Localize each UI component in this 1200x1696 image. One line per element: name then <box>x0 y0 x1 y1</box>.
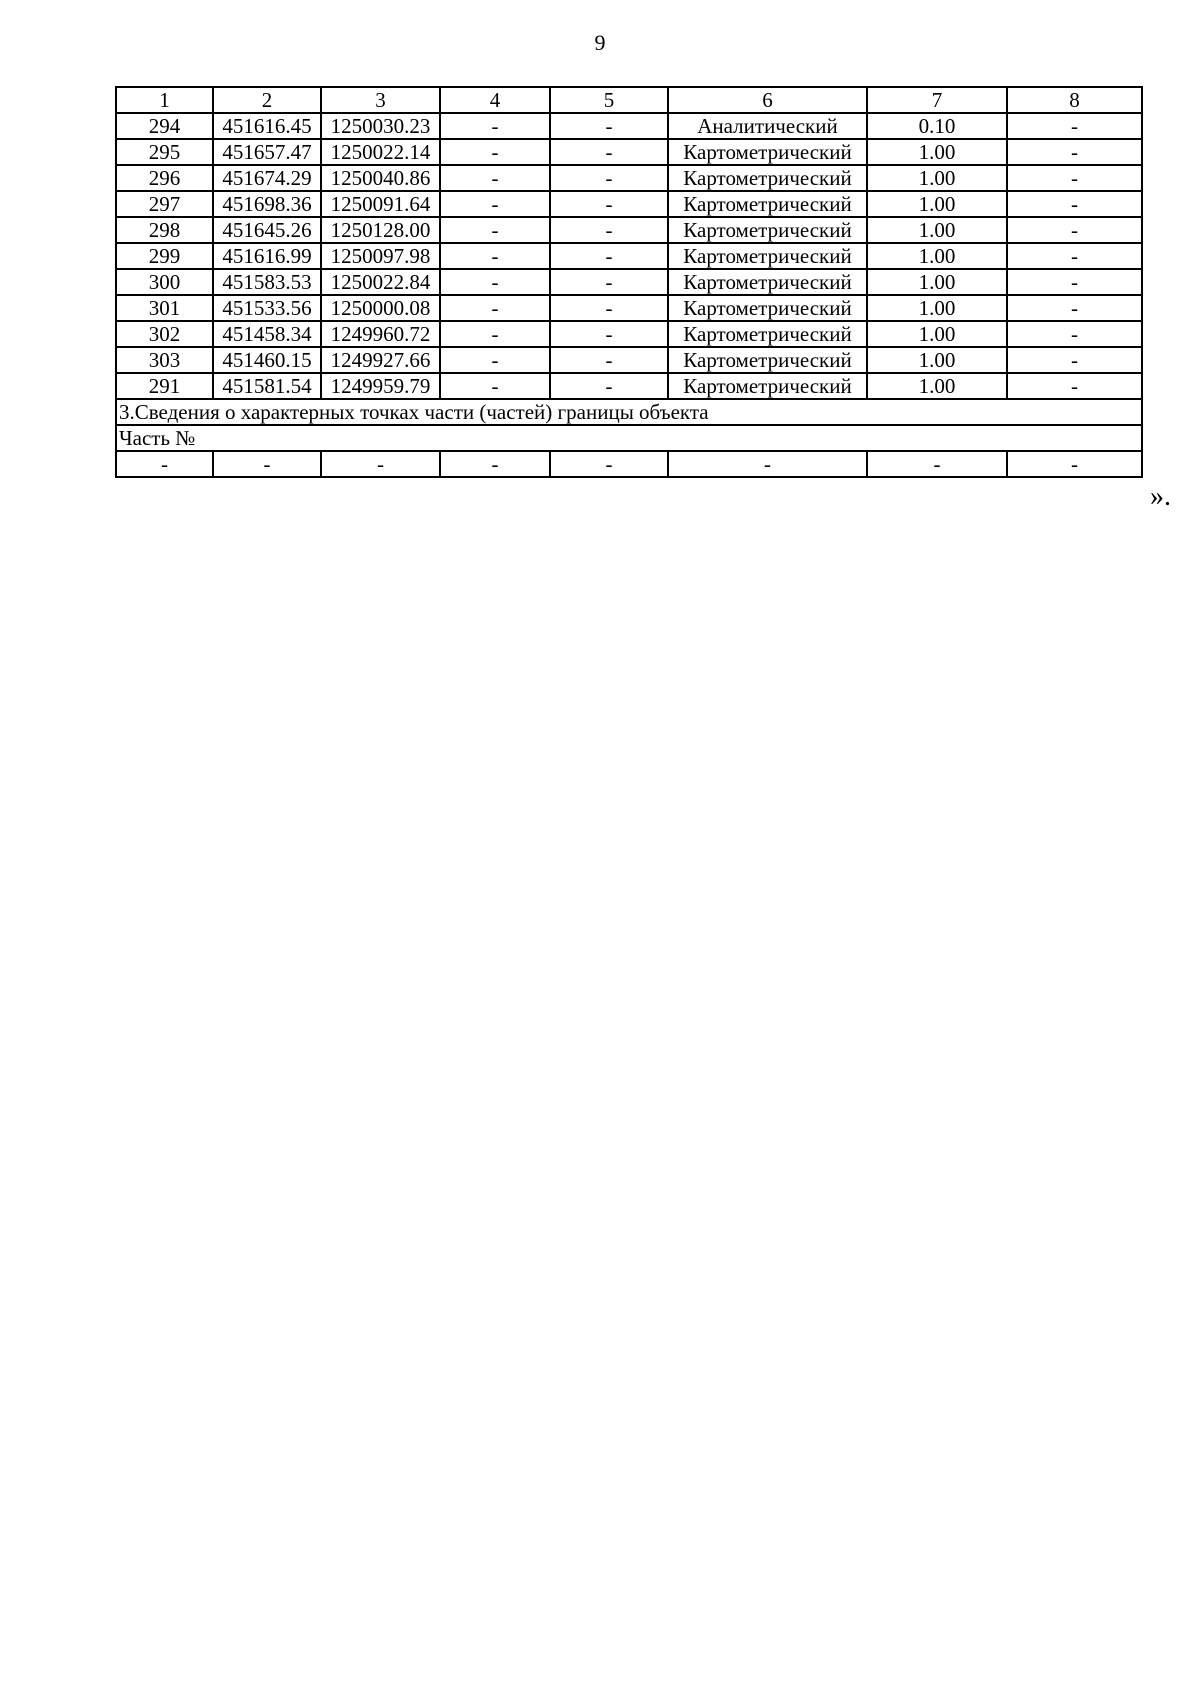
table-row <box>116 373 1142 399</box>
table-cell: 300 <box>116 269 213 295</box>
table-cell: - <box>668 451 867 477</box>
table-cell: 451583.53 <box>213 269 321 295</box>
table-cell: 451674.29 <box>213 165 321 191</box>
table-cell: 1249960.72 <box>321 321 440 347</box>
table-cell: Картометрический <box>668 347 867 373</box>
table-cell: - <box>440 451 550 477</box>
section-title: 3.Сведения о характерных точках части (частей) границы объекта <box>116 399 1142 425</box>
table-cell: - <box>440 269 550 295</box>
table-cell: 1.00 <box>867 243 1007 269</box>
table-cell: - <box>116 451 213 477</box>
header-cell: 4 <box>440 87 550 113</box>
table-cell: 1.00 <box>867 139 1007 165</box>
table-cell: - <box>1007 269 1142 295</box>
table-cell: - <box>550 321 668 347</box>
table-cell: - <box>1007 217 1142 243</box>
table-cell: - <box>440 113 550 139</box>
header-cell: 5 <box>550 87 668 113</box>
table-cell: 451533.56 <box>213 295 321 321</box>
header-cell: 6 <box>668 87 867 113</box>
table-cell: 451616.99 <box>213 243 321 269</box>
table-cell: 1.00 <box>867 217 1007 243</box>
table-cell: 1250040.86 <box>321 165 440 191</box>
table-cell: 1.00 <box>867 191 1007 217</box>
table-cell: 1249959.79 <box>321 373 440 399</box>
table-cell: 302 <box>116 321 213 347</box>
table-cell: 1250030.23 <box>321 113 440 139</box>
table-cell: 296 <box>116 165 213 191</box>
table-cell: - <box>550 451 668 477</box>
table-row <box>116 217 1142 243</box>
table-cell: - <box>550 139 668 165</box>
table-cell: - <box>550 269 668 295</box>
table-cell: 299 <box>116 243 213 269</box>
table-cell: 294 <box>116 113 213 139</box>
table-row <box>116 347 1142 373</box>
table-cell: Картометрический <box>668 165 867 191</box>
table-cell: - <box>1007 321 1142 347</box>
table-cell: 1.00 <box>867 373 1007 399</box>
boundary-points-table-wrapper <box>115 86 1141 478</box>
table-cell: - <box>1007 295 1142 321</box>
table-cell: - <box>1007 243 1142 269</box>
table-cell: 1250000.08 <box>321 295 440 321</box>
table-cell: Картометрический <box>668 243 867 269</box>
table-cell: - <box>440 373 550 399</box>
table-cell: - <box>550 165 668 191</box>
table-cell: 291 <box>116 373 213 399</box>
table-cell: - <box>1007 347 1142 373</box>
table-cell: - <box>1007 191 1142 217</box>
closing-quote-mark: ». <box>1150 481 1171 512</box>
header-cell: 2 <box>213 87 321 113</box>
table-cell: 451698.36 <box>213 191 321 217</box>
table-cell: - <box>550 373 668 399</box>
table-cell: - <box>550 295 668 321</box>
table-cell: Картометрический <box>668 217 867 243</box>
table-cell: 451581.54 <box>213 373 321 399</box>
table-cell: 1250022.14 <box>321 139 440 165</box>
table-cell: - <box>440 243 550 269</box>
table-cell: 1250091.64 <box>321 191 440 217</box>
table-cell: Картометрический <box>668 373 867 399</box>
table-cell: - <box>440 139 550 165</box>
table-cell: 1249927.66 <box>321 347 440 373</box>
table-cell: - <box>440 165 550 191</box>
table-cell: - <box>550 243 668 269</box>
table-cell: 303 <box>116 347 213 373</box>
table-cell: 451645.26 <box>213 217 321 243</box>
page-number: 9 <box>594 30 606 55</box>
table-cell: 298 <box>116 217 213 243</box>
table-cell: - <box>550 191 668 217</box>
table-row <box>116 191 1142 217</box>
table-cell: 295 <box>116 139 213 165</box>
table-cell: 451616.45 <box>213 113 321 139</box>
table-cell: - <box>1007 373 1142 399</box>
table-cell: - <box>1007 113 1142 139</box>
table-header-row <box>116 87 1142 113</box>
part-label-row <box>116 425 1142 451</box>
table-cell: - <box>440 217 550 243</box>
table-cell: - <box>321 451 440 477</box>
empty-part-row <box>116 451 1142 477</box>
table-cell: - <box>213 451 321 477</box>
table-cell: 301 <box>116 295 213 321</box>
table-cell: - <box>550 217 668 243</box>
table-cell: - <box>1007 139 1142 165</box>
table-row <box>116 269 1142 295</box>
header-cell: 3 <box>321 87 440 113</box>
table-cell: - <box>550 113 668 139</box>
table-cell: Картометрический <box>668 295 867 321</box>
table-cell: Картометрический <box>668 191 867 217</box>
table-row <box>116 113 1142 139</box>
table-cell: 451460.15 <box>213 347 321 373</box>
table-cell: - <box>1007 165 1142 191</box>
table-cell: 1.00 <box>867 347 1007 373</box>
table-cell: Аналитический <box>668 113 867 139</box>
table-cell: 1250128.00 <box>321 217 440 243</box>
section-title-row <box>116 399 1142 425</box>
table-cell: 451458.34 <box>213 321 321 347</box>
table-row <box>116 165 1142 191</box>
table-cell: 1.00 <box>867 321 1007 347</box>
boundary-points-table <box>115 86 1143 478</box>
header-cell: 7 <box>867 87 1007 113</box>
table-cell: - <box>867 451 1007 477</box>
table-cell: 1.00 <box>867 295 1007 321</box>
table-cell: - <box>1007 451 1142 477</box>
table-cell: - <box>440 347 550 373</box>
part-label: Часть № <box>116 425 1142 451</box>
header-cell: 8 <box>1007 87 1142 113</box>
table-cell: 297 <box>116 191 213 217</box>
table-cell: Картометрический <box>668 139 867 165</box>
table-cell: Картометрический <box>668 269 867 295</box>
table-row <box>116 295 1142 321</box>
table-row <box>116 139 1142 165</box>
table-row <box>116 321 1142 347</box>
table-cell: 1.00 <box>867 269 1007 295</box>
table-cell: - <box>440 295 550 321</box>
table-cell: 1.00 <box>867 165 1007 191</box>
table-row <box>116 243 1142 269</box>
table-cell: 1250022.84 <box>321 269 440 295</box>
table-cell: - <box>440 321 550 347</box>
table-cell: 1250097.98 <box>321 243 440 269</box>
table-cell: - <box>440 191 550 217</box>
table-cell: Картометрический <box>668 321 867 347</box>
table-cell: 0.10 <box>867 113 1007 139</box>
table-cell: - <box>550 347 668 373</box>
table-cell: 451657.47 <box>213 139 321 165</box>
header-cell: 1 <box>116 87 213 113</box>
